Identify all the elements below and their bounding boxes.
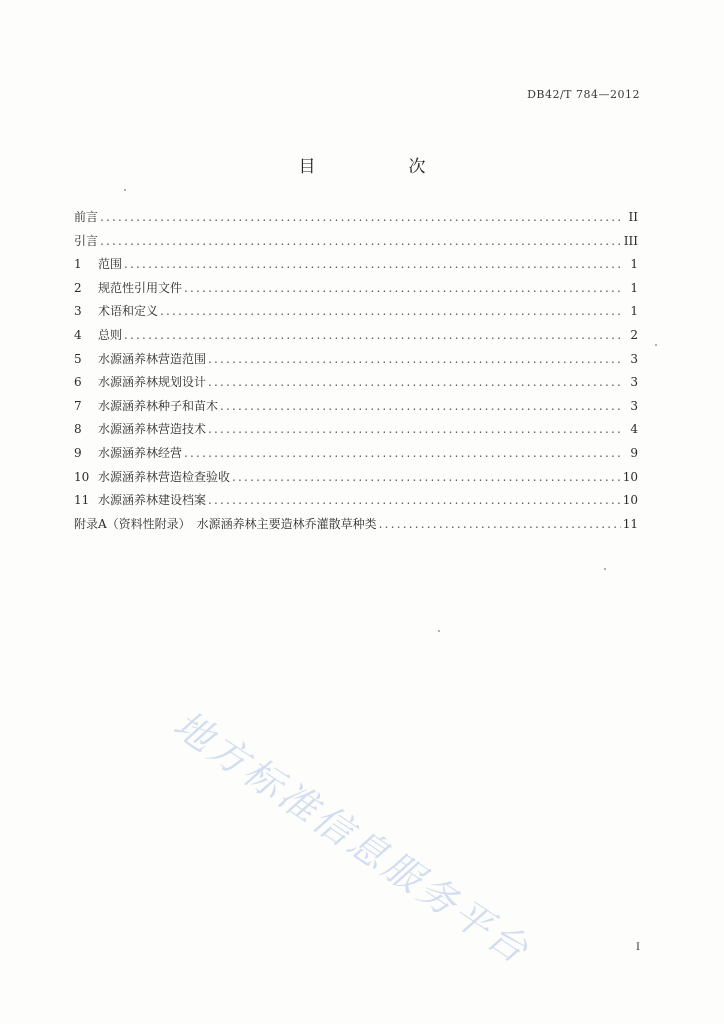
toc-entry-label: 前言 [74, 210, 99, 224]
toc-entry-page: 2 [630, 327, 638, 342]
toc-dot-leader [184, 277, 624, 301]
toc-dot-leader [379, 513, 621, 537]
toc-entry[interactable] [74, 513, 638, 537]
toc-entry-page: 10 [622, 493, 638, 508]
toc-entry-label: 水源涵养林营造技术 [98, 422, 207, 437]
toc-entry-label: 水源涵养林种子和苗木 [98, 398, 219, 413]
toc-entry-label: 规范性引用文件 [98, 280, 183, 295]
toc-dot-leader [208, 418, 624, 442]
toc-entry-number: 11 [74, 493, 90, 508]
toc-entry-label: 水源涵养林规划设计 [98, 375, 207, 390]
watermark: 地方标准信息服务平台 [165, 702, 539, 974]
toc-entry-page: 10 [622, 469, 638, 484]
toc-entry-label: 附录A（资料性附录） 水源涵养林主要造林乔灌散草种类 [74, 516, 377, 531]
scan-speck [604, 568, 606, 570]
toc-entry-page: 1 [630, 257, 638, 272]
toc-entry-number: 2 [74, 280, 82, 295]
toc-entry-page: 11 [622, 516, 638, 531]
toc-entry-number: 3 [74, 304, 82, 319]
toc-entry[interactable] [74, 489, 638, 513]
toc-entry-page: 3 [630, 351, 638, 366]
toc-dot-leader [160, 300, 624, 324]
toc-entry-page: 1 [630, 304, 638, 319]
toc-title: 目 次 [298, 157, 464, 177]
toc-entry-label: 水源涵养林营造范围 [98, 351, 207, 366]
toc-dot-leader [184, 442, 624, 466]
toc-entry-page: III [623, 233, 638, 248]
toc-entry-page: 3 [630, 398, 638, 413]
toc-entry-page: 4 [630, 422, 638, 437]
toc-entry[interactable] [74, 206, 638, 230]
toc-entry[interactable] [74, 348, 638, 372]
toc-dot-leader [220, 395, 624, 419]
toc-entry-page: II [628, 210, 638, 224]
toc-dot-leader [208, 489, 621, 513]
toc-entry[interactable] [74, 371, 638, 395]
toc-entry[interactable] [74, 230, 638, 254]
toc-entry-label: 术语和定义 [98, 304, 159, 319]
toc-entry-page: 1 [630, 280, 638, 295]
toc-entry[interactable] [74, 418, 638, 442]
toc-dot-leader [232, 466, 621, 490]
toc-dot-leader [100, 230, 622, 254]
toc-dot-leader [124, 253, 624, 277]
toc-entry-number: 9 [74, 445, 82, 460]
scan-speck [438, 630, 440, 632]
toc-entry-number: 5 [74, 351, 82, 366]
toc-dot-leader [100, 206, 624, 230]
toc-entry-label: 水源涵养林建设档案 [98, 493, 207, 508]
toc-entry-page: 3 [630, 375, 638, 390]
toc-entry-label: 总则 [98, 327, 123, 342]
standard-code: DB42/T 784—2012 [527, 88, 640, 101]
toc-entry-number: 10 [74, 469, 90, 484]
toc-entry[interactable] [74, 277, 638, 301]
toc-entry-label: 水源涵养林经营 [98, 445, 183, 460]
toc-entry-number: 8 [74, 422, 82, 437]
toc-entry-number: 7 [74, 398, 82, 413]
toc-dot-leader [208, 371, 624, 395]
toc-entry[interactable] [74, 395, 638, 419]
toc-entry[interactable] [74, 253, 638, 277]
toc-entry-number: 1 [74, 257, 82, 272]
table-of-contents [74, 206, 638, 536]
scan-speck [655, 344, 657, 346]
toc-entry-number: 6 [74, 375, 82, 390]
toc-entry[interactable] [74, 324, 638, 348]
toc-entry-label: 范围 [98, 257, 123, 272]
toc-dot-leader [208, 348, 624, 372]
page-number: I [636, 942, 640, 953]
toc-entry-number: 4 [74, 327, 82, 342]
toc-entry[interactable] [74, 300, 638, 324]
toc-entry-label: 水源涵养林营造检查验收 [98, 469, 231, 484]
toc-entry-label: 引言 [74, 233, 99, 248]
scan-speck [124, 189, 126, 191]
toc-entry[interactable] [74, 466, 638, 490]
toc-entry[interactable] [74, 442, 638, 466]
toc-entry-page: 9 [630, 445, 638, 460]
toc-dot-leader [124, 324, 624, 348]
